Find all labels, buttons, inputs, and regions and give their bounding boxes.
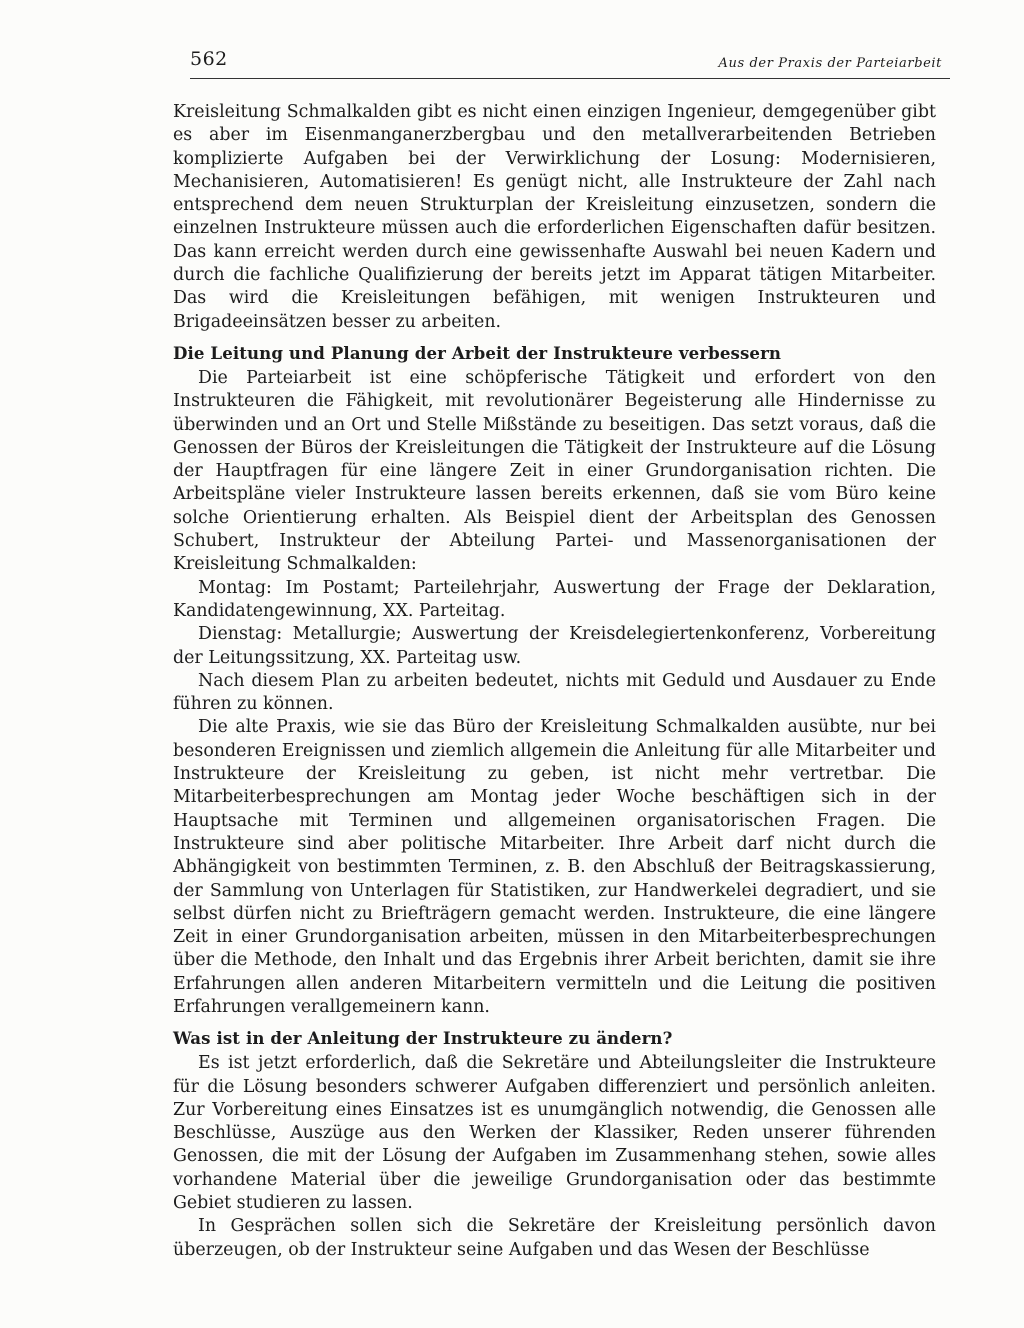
page-number: 562 [190,48,228,70]
page-header [190,44,950,79]
paragraph: Es ist jetzt erforderlich, daß die Sekretäre und Abteilungsleiter die Instrukteure für die Lösung besonders schwerer Aufgaben differenziert und persönlich anleiten. Zur Vorbereitung eines Einsatzes ist es unumgänglich notwendig, die Genossen alle Beschlüsse, Auszüge aus den Werken der Klassiker, Reden unserer führenden Genossen, die mit der Lösung der Aufgaben im Zusammenhang stehen, sowie alles vorhandene Material über die jeweilige Grundorganisation oder das bestimmte Gebiet studieren zu lassen. [173,1053,936,1214]
paragraph: Dienstag: Metallurgie; Auswertung der Kreisdelegiertenkonferenz, Vorbereitung der Leitungssitzung, XX. Parteitag usw. [173,624,936,668]
section-heading: Was ist in der Anleitung der Instrukteure zu ändern? [173,1028,673,1049]
paragraph: Die alte Praxis, wie sie das Büro der Kreisleitung Schmalkalden ausübte, nur bei besonderen Ereignissen und ziemlich allgemein die Anleitung für alle Mitarbeiter und Instrukteure der Kreisleitung zu geben, ist nicht mehr vertretbar. Die Mitarbeiterbesprechungen am Montag jeder Woche beschäftigen sich in der Hauptsache mit Terminen und allgemeinen organisatorischen Fragen. Die Instrukteure sind aber politische Mitarbeiter. Ihre Arbeit darf nicht durch die Abhängigkeit von bestimmten Terminen, z. B. den Abschluß der Beitragskassierung, der Sammlung von Unterlagen für Statistiken, zur Handwerkelei degradiert, und sie selbst dürfen nicht zu Briefträgern gemacht werden. Instrukteure, die eine längere Zeit in einer Grundorganisation arbeiten, müssen in den Mitarbeiterbesprechungen über die Methode, den Inhalt und das Ergebnis ihrer Arbeit berichten, damit sie ihre Erfahrungen allen anderen Mitarbeitern vermitteln und die Leitung die positiven Erfahrungen verallgemeinern kann. [173,717,936,1017]
paragraph: Kreisleitung Schmalkalden gibt es nicht einen einzigen Ingenieur, demgegenüber gibt es aber im Eisenmanganerzbergbau und den metallverarbeitenden Betrieben komplizierte Aufgaben bei der Verwirklichung der Losung: Modernisieren, Mechanisieren, Automatisieren! Es genügt nicht, alle Instrukteure der Zahl nach entsprechend dem neuen Strukturplan der Kreisleitung einzusetzen, sondern die einzelnen Instrukteure müssen auch die erforderlichen Eigenschaften dafür besitzen. Das kann erreicht werden durch eine gewissenhafte Auswahl bei neuen Kadern und durch die fachliche Qualifizierung der bereits jetzt im Apparat tätigen Mitarbeiter. Das wird die Kreisleitungen befähigen, mit wenigen Instrukteuren und Brigadeeinsätzen besser zu arbeiten. [173,102,936,332]
paragraph: In Gesprächen sollen sich die Sekretäre der Kreisleitung persönlich davon überzeugen, ob der Instrukteur seine Aufgaben und das Wesen der Beschlüsse [173,1216,936,1260]
paragraph: Die Parteiarbeit ist eine schöpferische Tätigkeit und erfordert von den Instrukteuren die Fähigkeit, mit revolutionärer Begeisterung alle Hindernisse zu überwinden und an Ort und Stelle Mißstände zu beseitigen. Das setzt voraus, daß die Genossen der Büros der Kreisleitungen die Tätigkeit der Instrukteure auf die Lösung der Hauptfragen für eine längere Zeit in einer Grundorganisation richten. Die Arbeitspläne vieler Instrukteure lassen bereits erkennen, daß sie vom Büro keine solche Orientierung erhalten. Als Beispiel dient der Arbeitsplan des Genossen Schubert, Instrukteur der Abteilung Partei- und Massenorganisationen der Kreisleitung Schmalkalden: [173,367,936,575]
section-heading: Die Leitung und Planung der Arbeit der Instrukteure verbessern [173,342,782,363]
body-text [173,101,936,1262]
paragraph: Nach diesem Plan zu arbeiten bedeutet, nichts mit Geduld und Ausdauer zu Ende führen zu können. [173,670,936,715]
paragraph: Montag: Im Postamt; Parteilehrjahr, Auswertung der Frage der Deklaration, Kandidatengewinnung, XX. Parteitag. [173,577,936,621]
running-title: Aus der Praxis der Parteiarbeit [718,56,942,71]
